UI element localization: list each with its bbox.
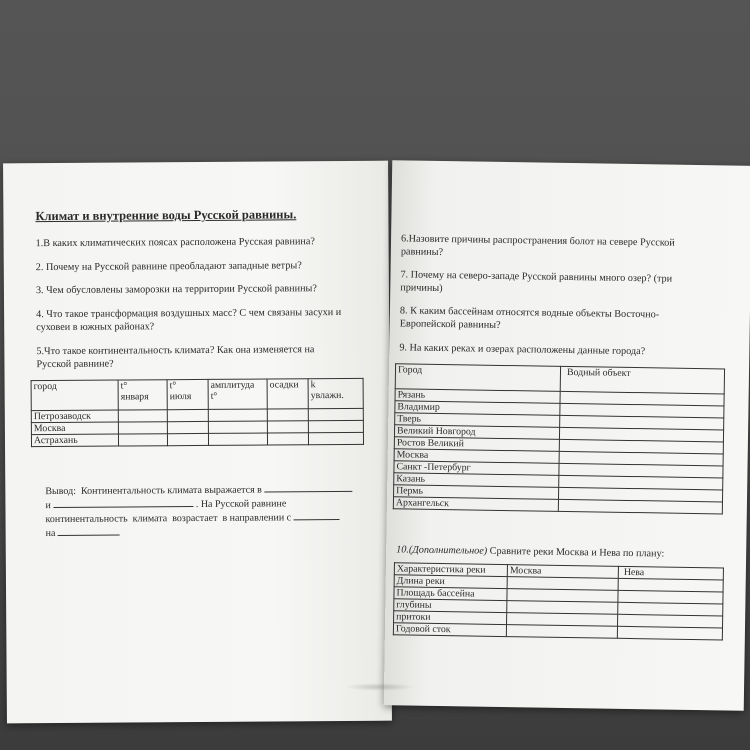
city-cell: Тверь (395, 413, 560, 428)
question-10-label: 10.(Дополнительное) (396, 544, 488, 557)
input-cell[interactable] (208, 409, 267, 421)
city-cell: Рязань (395, 389, 560, 404)
input-cell[interactable] (118, 434, 167, 446)
conclusion-text-3: континентальность климата возрастает в направлении с (45, 512, 292, 526)
input-cell[interactable] (208, 433, 267, 445)
header-characteristic: Характеристика реки (394, 563, 507, 577)
input-cell[interactable] (267, 409, 308, 421)
question-8-line1: 8. К каким бассейнам относятся водные объекты Восточно- (399, 305, 660, 321)
input-cell[interactable] (308, 432, 363, 444)
question-5-line1: 5.Что такое континентальность климата? Как она изменяется на (36, 344, 315, 358)
question-6-line1: 6.Назовите причины распространения болот на севере Русской (400, 233, 675, 249)
question-10-text: Сравните реки Москва и Нева по плану: (487, 545, 665, 560)
header-t-january: t° января (118, 380, 167, 410)
header-water-body: Водный объект (560, 366, 724, 394)
header-moskva: Москва (507, 565, 618, 579)
characteristic-cell: глубины (394, 599, 507, 613)
header-t-july: t° июля (167, 379, 208, 409)
left-page (3, 161, 392, 724)
conclusion-text-2b: . На Русской равнине (195, 498, 287, 511)
question-3: 3. Чем обусловлены заморозки на территории Русской равнины? (35, 283, 317, 297)
question-4-line2: суховеи в южных районах? (36, 321, 155, 334)
climate-table-header (31, 378, 363, 410)
header-amplitude: амплитуда t° (208, 379, 267, 409)
input-cell[interactable] (308, 408, 363, 420)
question-8-line2: Европейской равнины? (399, 318, 501, 331)
characteristic-cell: притоки (394, 611, 507, 625)
input-cell[interactable] (167, 433, 208, 445)
question-7-line1: 7. Почему на северо-западе Русской равнины много озер? (три (400, 269, 673, 285)
answer-blank[interactable] (294, 510, 340, 520)
city-cell: Астрахань (31, 434, 118, 447)
header-precipitation: осадки (267, 379, 308, 409)
city-cell: Архангельск (393, 497, 558, 512)
input-cell[interactable] (558, 499, 722, 514)
question-4-line1: 4. Что такое трансформация воздушных масс? С чем связаны засухи и (36, 306, 342, 321)
input-cell[interactable] (308, 420, 363, 432)
city-cell: Казань (394, 473, 559, 488)
city-cell: Санкт -Петербург (394, 461, 559, 476)
city-cell: Москва (31, 422, 118, 435)
characteristic-cell: Годовой сток (393, 623, 506, 637)
city-cell: Великий Новгород (394, 425, 559, 440)
input-cell[interactable] (167, 421, 208, 433)
input-cell[interactable] (617, 626, 722, 640)
city-cell: Пермь (394, 485, 559, 500)
input-cell[interactable] (167, 409, 208, 421)
conclusion-line-4 (35, 513, 120, 554)
header-humidity-coef: k увлажн. (308, 378, 363, 408)
input-cell[interactable] (267, 421, 308, 433)
table-row (31, 432, 363, 446)
conclusion-text-4: на (45, 527, 56, 540)
question-9: 9. На каких реках и озерах расположены данные города? (399, 342, 646, 358)
characteristic-cell: Длина реки (394, 575, 507, 589)
input-cell[interactable] (506, 625, 617, 639)
right-page (384, 160, 750, 711)
print-smudge (345, 683, 415, 691)
conclusion-text-1: Вывод: Континентальность климата выражается в (45, 484, 262, 498)
city-cell: Владимир (395, 401, 560, 416)
city-cell: Москва (394, 449, 559, 464)
header-city: Город (395, 364, 560, 392)
answer-blank[interactable] (58, 526, 120, 536)
characteristic-cell: Площадь бассейна (394, 587, 507, 601)
city-cell: Ростов Великий (394, 437, 559, 452)
input-cell[interactable] (118, 422, 167, 434)
rivers-table (393, 562, 724, 640)
input-cell[interactable] (118, 410, 167, 422)
worksheet-title: Климат и внутренние воды Русской равнины. (35, 207, 297, 224)
question-6-line2: равнины? (400, 246, 444, 259)
input-cell[interactable] (267, 433, 308, 445)
question-1: 1.В каких климатических поясах расположена Русская равнина? (35, 236, 315, 250)
question-7-line2: причины) (400, 282, 443, 295)
conclusion-text-2a: и (45, 500, 51, 512)
question-10 (396, 543, 664, 560)
question-5-line2: Русской равнине? (36, 358, 114, 371)
input-cell[interactable] (208, 421, 267, 433)
climate-table (31, 378, 364, 447)
header-neva: Нева (618, 566, 723, 580)
city-cell: Петрозаводск (31, 410, 118, 423)
cities-table (393, 363, 725, 514)
header-city: город (31, 380, 118, 411)
question-2: 2. Почему на Русской равнине преобладают западные ветры? (35, 260, 302, 274)
